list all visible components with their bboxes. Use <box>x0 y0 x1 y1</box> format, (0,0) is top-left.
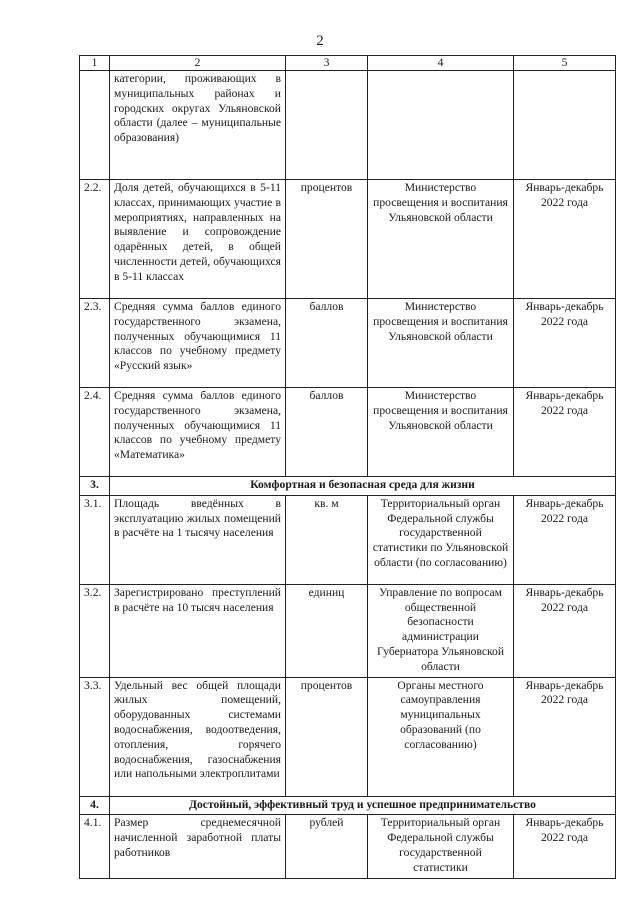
row-number: 3.1. <box>80 495 110 584</box>
table-row <box>80 71 616 180</box>
reporting-period: Январь-декабрь 2022 года <box>514 180 616 299</box>
section-number: 4. <box>80 796 110 815</box>
indicator-description: категории, проживающих в муниципальных районах и городских округах Ульяновской области (далее – муниципальные образования) <box>110 71 286 180</box>
responsible-organization: Министерство просвещения и воспитания Ульяновской области <box>368 180 514 299</box>
row-number: 2.2. <box>80 180 110 299</box>
section-number: 3. <box>80 477 110 496</box>
row-number: 2.4. <box>80 388 110 477</box>
page-number: 2 <box>316 33 324 49</box>
unit-of-measure: рублей <box>286 815 368 878</box>
indicator-description: Удельный вес общей площади жилых помещений, оборудованных системами водоснабжения, водоотведения, отопления, горячего водоснабжения, газоснабжения или напольными электроплитами <box>110 677 286 796</box>
responsible-organization: Территориальный орган Федеральной службы государственной статистики по Ульяновской области (по согласованию) <box>368 495 514 584</box>
section-title: Комфортная и безопасная среда для жизни <box>110 477 616 496</box>
indicators-table <box>79 55 616 879</box>
reporting-period <box>514 71 616 180</box>
row-number: 2.3. <box>80 299 110 388</box>
column-header-1: 1 <box>80 56 110 71</box>
indicator-description: Средняя сумма баллов единого государственного экзамена, полученных обучающимися 11 классов по учебному предмету «Русский язык» <box>110 299 286 388</box>
column-header-2: 2 <box>110 56 286 71</box>
column-header-4: 4 <box>368 56 514 71</box>
table-row <box>80 495 616 584</box>
table-row <box>80 584 616 677</box>
section-title: Достойный, эффективный труд и успешное предпринимательство <box>110 796 616 815</box>
responsible-organization <box>368 71 514 180</box>
unit-of-measure <box>286 71 368 180</box>
indicator-description: Доля детей, обучающихся в 5-11 классах, принимающих участие в мероприятиях, направленных на выявление и сопровождение одарённых детей, в общей численности детей, обучающихся в 5-11 классах <box>110 180 286 299</box>
table-row <box>80 388 616 477</box>
row-number: 3.3. <box>80 677 110 796</box>
table-row <box>80 815 616 878</box>
reporting-period: Январь-декабрь 2022 года <box>514 815 616 878</box>
indicator-description: Зарегистрировано преступлений в расчёте на 10 тысяч населения <box>110 584 286 677</box>
responsible-organization: Территориальный орган Федеральной службы государственной статистики <box>368 815 514 878</box>
reporting-period: Январь-декабрь 2022 года <box>514 299 616 388</box>
reporting-period: Январь-декабрь 2022 года <box>514 677 616 796</box>
section-row <box>80 796 616 815</box>
column-header-3: 3 <box>286 56 368 71</box>
unit-of-measure: баллов <box>286 388 368 477</box>
unit-of-measure: кв. м <box>286 495 368 584</box>
section-row <box>80 477 616 496</box>
indicator-description: Площадь введённых в эксплуатацию жилых помещений в расчёте на 1 тысячу населения <box>110 495 286 584</box>
reporting-period: Январь-декабрь 2022 года <box>514 584 616 677</box>
unit-of-measure: баллов <box>286 299 368 388</box>
table-row <box>80 299 616 388</box>
unit-of-measure: единиц <box>286 584 368 677</box>
row-number <box>80 71 110 180</box>
row-number: 3.2. <box>80 584 110 677</box>
row-number: 4.1. <box>80 815 110 878</box>
unit-of-measure: процентов <box>286 180 368 299</box>
responsible-organization: Министерство просвещения и воспитания Ульяновской области <box>368 299 514 388</box>
indicator-description: Размер среднемесячной начисленной заработной платы работников <box>110 815 286 878</box>
reporting-period: Январь-декабрь 2022 года <box>514 388 616 477</box>
responsible-organization: Органы местного самоуправления муниципальных образований (по согласованию) <box>368 677 514 796</box>
responsible-organization: Управление по вопросам общественной безопасности администрации Губернатора Ульяновской области <box>368 584 514 677</box>
indicator-description: Средняя сумма баллов единого государственного экзамена, полученных обучающимися 11 классов по учебному предмету «Математика» <box>110 388 286 477</box>
table-row <box>80 677 616 796</box>
reporting-period: Январь-декабрь 2022 года <box>514 495 616 584</box>
table-row <box>80 180 616 299</box>
column-header-5: 5 <box>514 56 616 71</box>
unit-of-measure: процентов <box>286 677 368 796</box>
column-number-row <box>80 56 616 71</box>
responsible-organization: Министерство просвещения и воспитания Ульяновской области <box>368 388 514 477</box>
